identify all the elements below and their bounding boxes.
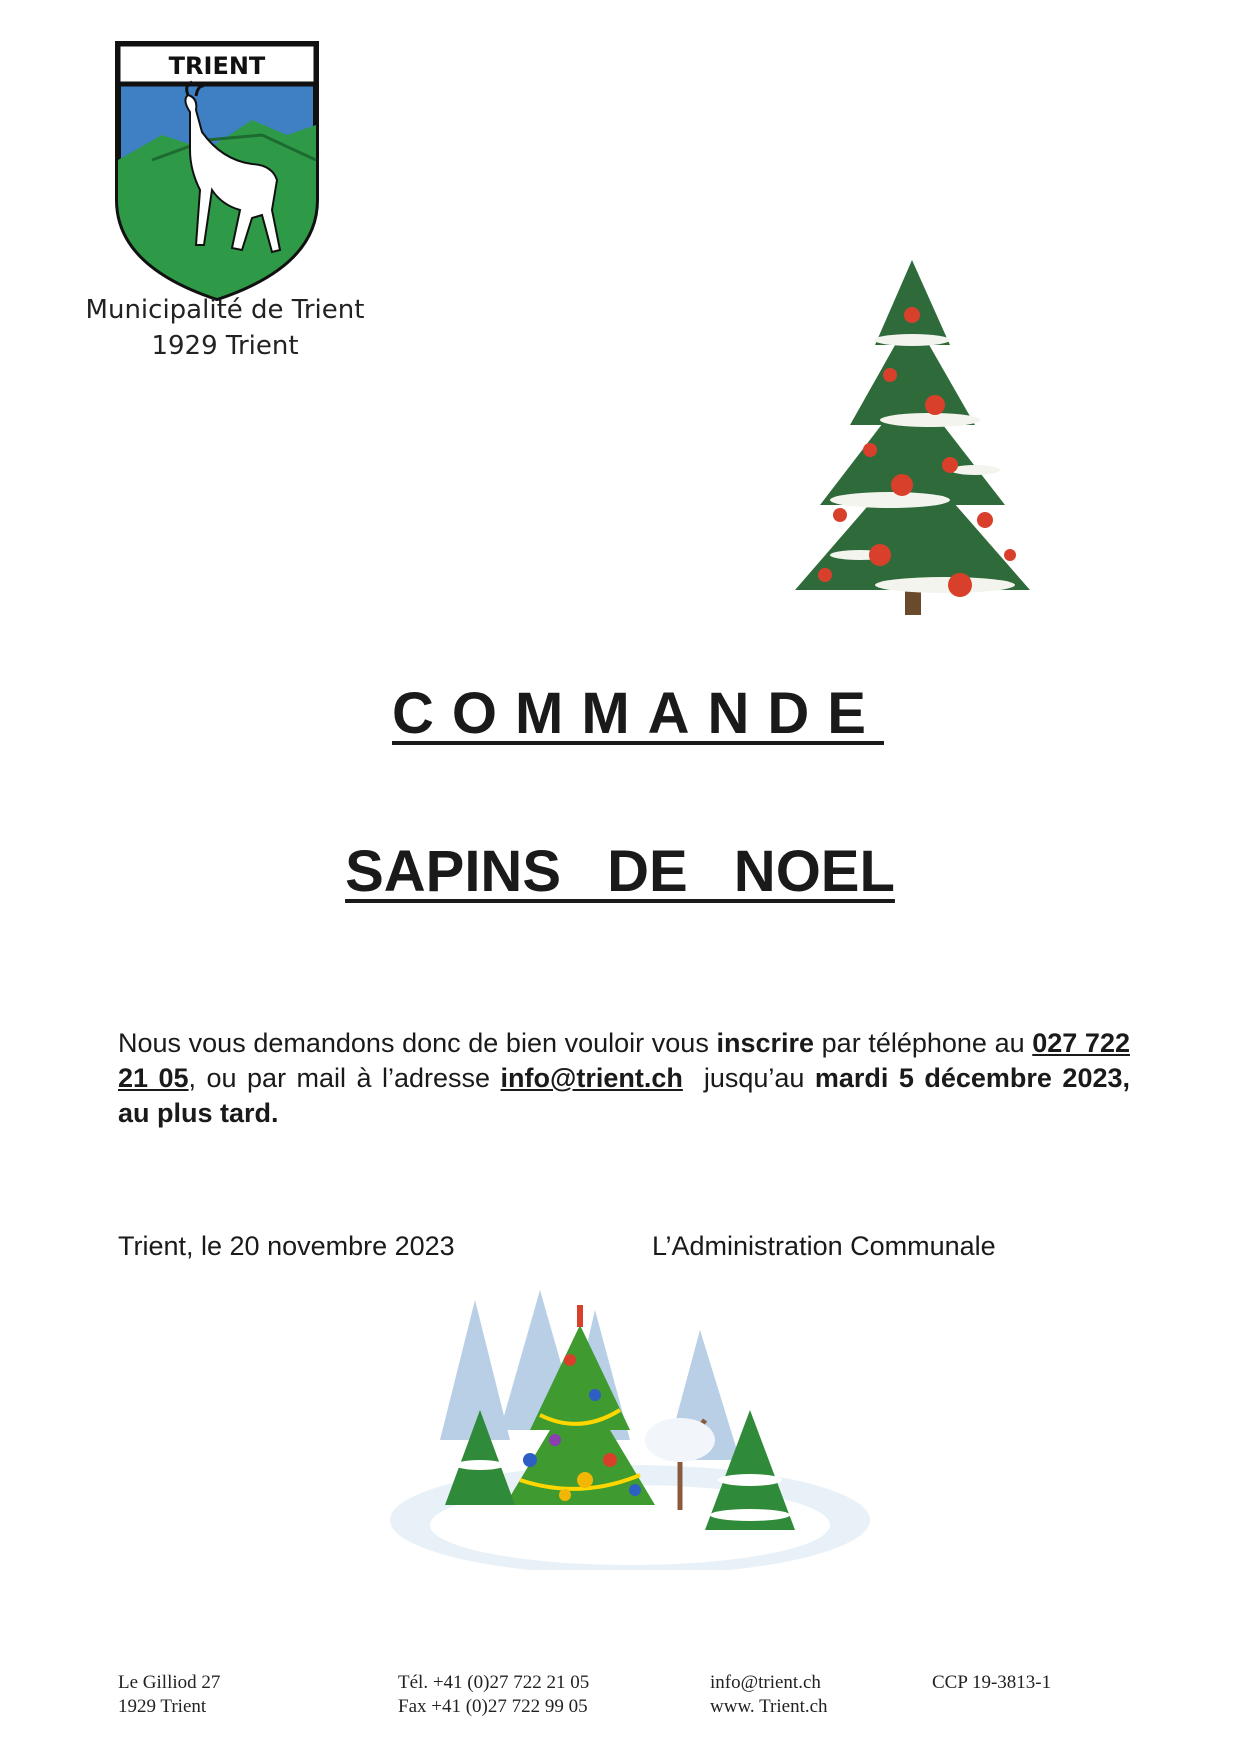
deadline: mardi 5 décembre 2023, au plus tard. [118, 1063, 1130, 1128]
footer-fax: Fax +41 (0)27 722 99 05 [398, 1696, 588, 1717]
footer-website[interactable]: www. Trient.ch [710, 1696, 828, 1717]
signatory: L’Administration Communale [652, 1231, 996, 1261]
footer-tel: Tél. +41 (0)27 722 21 05 [398, 1672, 590, 1693]
instructions-paragraph [118, 1026, 1130, 1131]
winter-scene-icon [380, 1290, 880, 1570]
christmas-tree-icon [780, 255, 1045, 625]
text-part: , ou par mail à l’adresse [188, 1063, 501, 1093]
trient-crest-logo [112, 40, 322, 302]
page-title [0, 680, 1240, 747]
title-commande: COMMANDE [392, 681, 884, 746]
footer-phone [398, 1671, 589, 1719]
municipality-postal: 1929 Trient [151, 331, 299, 361]
email-link[interactable]: info@trient.ch [500, 1063, 683, 1093]
place-date: Trient, le 20 novembre 2023 [118, 1231, 455, 1261]
page-subtitle [0, 838, 1240, 905]
footer-email[interactable]: info@trient.ch [710, 1672, 821, 1693]
municipality-name: Municipalité de Trient [85, 295, 365, 325]
title-sapins: SAPINS DE NOEL [345, 839, 895, 904]
text-part: jusqu’au [682, 1063, 815, 1093]
emphasis-inscrire: inscrire [716, 1028, 815, 1058]
footer-contact [710, 1671, 828, 1719]
text-part: par téléphone au [814, 1028, 1033, 1058]
footer-ccp-number: CCP 19-3813-1 [932, 1672, 1052, 1693]
footer-address [118, 1671, 220, 1719]
footer-address-line2: 1929 Trient [118, 1696, 207, 1717]
footer-address-line1: Le Gilliod 27 [118, 1672, 221, 1693]
phone-number: 027 722 21 05 [118, 1028, 1130, 1093]
text-part: Nous vous demandons donc de bien vouloir vous [118, 1028, 717, 1058]
crest-banner-text: TRIENT [168, 52, 266, 80]
footer-ccp [932, 1671, 1051, 1695]
